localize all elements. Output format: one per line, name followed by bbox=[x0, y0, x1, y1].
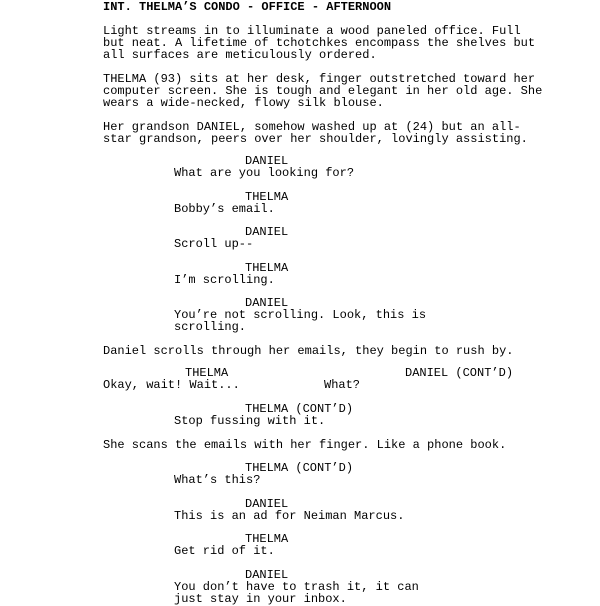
action-line: star grandson, peers over her shoulder, lovingly assisting. bbox=[103, 132, 528, 146]
action-line: Her grandson DANIEL, somehow washed up at (24) but an all- bbox=[103, 120, 521, 134]
dialogue-line: What are you looking for? bbox=[174, 166, 355, 180]
dialogue-line: Scroll up-- bbox=[174, 237, 254, 251]
action-line: but neat. A lifetime of tchotchkes encompass the shelves but bbox=[103, 36, 536, 50]
character-name: DANIEL bbox=[245, 497, 289, 511]
character-name: THELMA (CONT’D) bbox=[245, 402, 354, 416]
action-line: Light streams in to illuminate a wood paneled office. Full bbox=[103, 24, 521, 38]
dialogue-line: Get rid of it. bbox=[174, 544, 275, 558]
character-name: DANIEL bbox=[245, 154, 289, 168]
action-line: computer screen. She is tough and elegant in her old age. She bbox=[103, 84, 543, 98]
dialogue-line: You’re not scrolling. Look, this is bbox=[174, 308, 427, 322]
scene-heading: INT. THELMA’S CONDO - OFFICE - AFTERNOON bbox=[103, 0, 392, 14]
dual-dialogue-right: What? bbox=[324, 378, 361, 392]
character-name: THELMA bbox=[245, 532, 289, 546]
dialogue-line: just stay in your inbox. bbox=[174, 592, 347, 606]
dual-character-left: THELMA bbox=[185, 366, 229, 380]
dual-dialogue-left: Okay, wait! Wait... bbox=[103, 378, 240, 392]
action-line: Daniel scrolls through her emails, they begin to rush by. bbox=[103, 344, 514, 358]
dialogue-line: I’m scrolling. bbox=[174, 273, 275, 287]
character-name: DANIEL bbox=[245, 296, 289, 310]
dialogue-line: You don’t have to trash it, it can bbox=[174, 580, 419, 594]
action-line: THELMA (93) sits at her desk, finger outstretched toward her bbox=[103, 72, 536, 86]
dialogue-line: Bobby’s email. bbox=[174, 202, 275, 216]
character-name: DANIEL bbox=[245, 225, 289, 239]
action-line: She scans the emails with her finger. Like a phone book. bbox=[103, 438, 507, 452]
dialogue-line: scrolling. bbox=[174, 320, 247, 334]
action-line: all surfaces are meticulously ordered. bbox=[103, 48, 377, 62]
dialogue-line: Stop fussing with it. bbox=[174, 414, 326, 428]
dual-character-right: DANIEL (CONT’D) bbox=[405, 366, 514, 380]
character-name: THELMA (CONT’D) bbox=[245, 461, 354, 475]
dialogue-line: What’s this? bbox=[174, 473, 261, 487]
character-name: DANIEL bbox=[245, 568, 289, 582]
character-name: THELMA bbox=[245, 261, 289, 275]
action-line: wears a wide-necked, flowy silk blouse. bbox=[103, 96, 384, 110]
dialogue-line: This is an ad for Neiman Marcus. bbox=[174, 509, 405, 523]
character-name: THELMA bbox=[245, 190, 289, 204]
